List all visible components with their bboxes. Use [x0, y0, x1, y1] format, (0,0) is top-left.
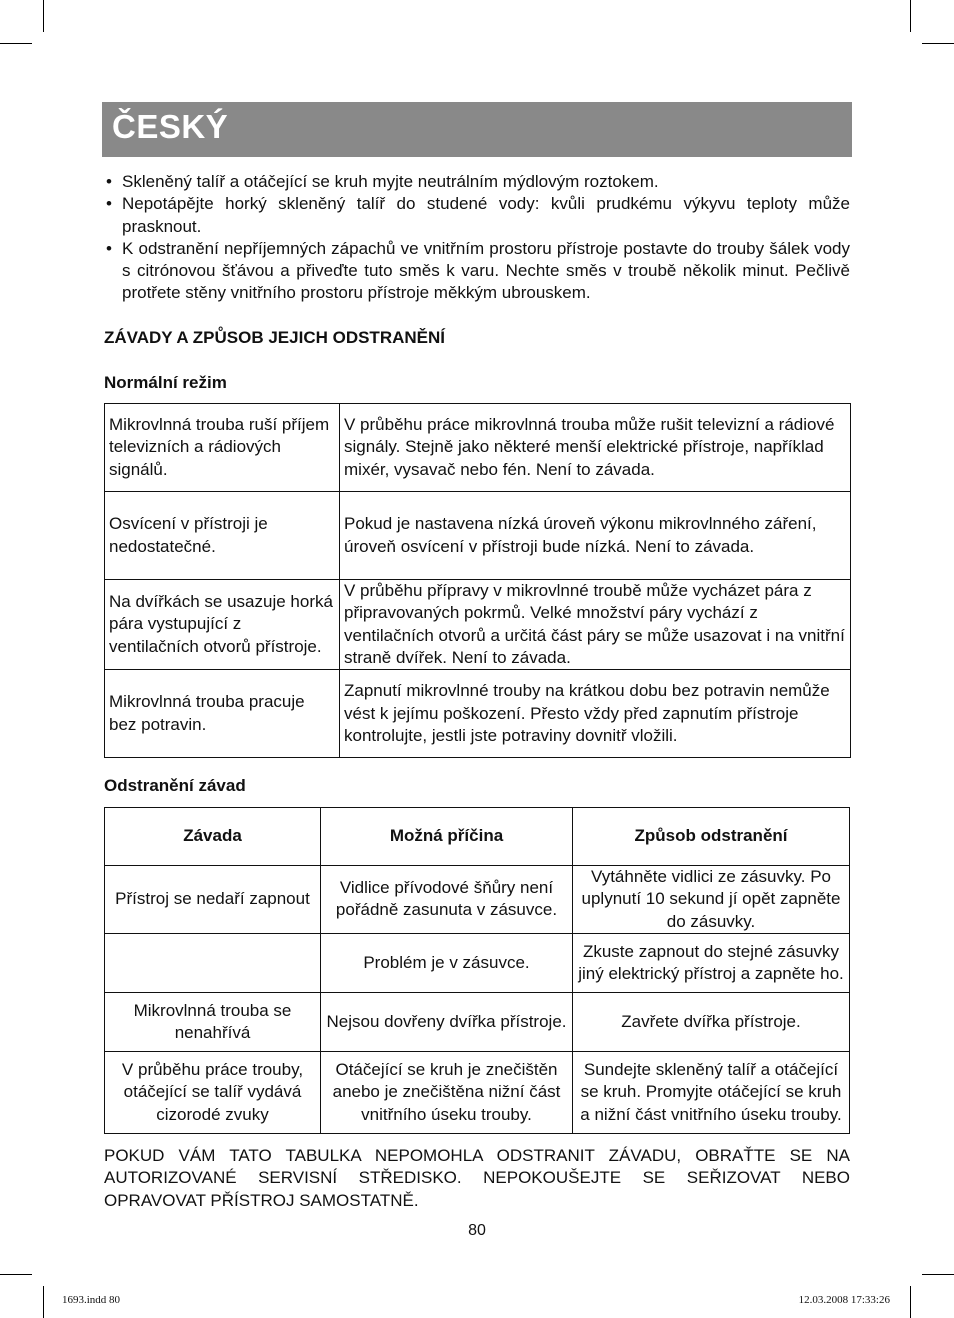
table-cell: V průběhu přípravy v mikrovlnné troubě může vycházet pára z připravovaných pokrmů. Velké množství páry vychází z ventilačních otvorů a určitá část páry se může usazovat i na vnitřní straně dvířek. Není to závada.: [340, 580, 851, 670]
remedy-cell: Zkuste zapnout do stejné zásuvky jiný elektrický přístroj a zapněte ho.: [573, 933, 850, 992]
section-title: ZÁVADY A ZPŮSOB JEJICH ODSTRANĚNÍ: [104, 328, 445, 347]
cause-cell: Nejsou dovřeny dvířka přístroje.: [321, 992, 573, 1051]
crop-mark: [0, 1274, 32, 1275]
table-cell: Mikrovlnná trouba ruší příjem televizních a rádiových signálů.: [105, 404, 340, 492]
cause-cell: Problém je v zásuvce.: [321, 933, 573, 992]
service-warning: POKUD VÁM TATO TABULKA NEPOMOHLA ODSTRANIT ZÁVADU, OBRAŤTE SE NA AUTORIZOVANÉ SERVISNÍ STŘEDISKO. NEPOKOUŠEJTE SE SEŘIZOVAT NEBO OPRAVOVAT PŘÍSTROJ SAMOSTATNĚ.: [104, 1146, 850, 1210]
fault-cell: V průběhu práce trouby, otáčející se talíř vydává cizorodé zvuky: [105, 1051, 321, 1133]
crop-mark: [910, 1286, 911, 1318]
normal-mode-table: [104, 403, 851, 758]
cause-cell: Vidlice přívodové šňůry není pořádně zasunuta v zásuvce.: [321, 866, 573, 934]
fault-cell: [105, 933, 321, 992]
column-header: Možná příčina: [321, 808, 573, 866]
crop-mark: [922, 43, 954, 44]
table-row: [105, 492, 851, 580]
bullet-icon: •: [106, 172, 112, 191]
list-item-text: Nepotápějte horký skleněný talíř do studené vody: kvůli prudkému výkyvu teploty může prasknout.: [122, 194, 850, 236]
crop-mark: [0, 43, 32, 44]
table-cell: V průběhu práce mikrovlnná trouba může rušit televizní a rádiové signály. Stejně jako některé menší elektrické přístroje, například mixér, vysavač nebo fén. Není to závada.: [340, 404, 851, 492]
table-cell: Na dvířkách se usazuje horká pára vystupující z ventilačních otvorů přístroje.: [105, 580, 340, 670]
slug-file-info: 1693.indd 80: [62, 1294, 121, 1306]
table-header-row: [105, 808, 850, 866]
crop-mark: [922, 1274, 954, 1275]
fault-cell: Přístroj se nedaří zapnout: [105, 866, 321, 934]
remedy-cell: Sundejte skleněný talíř a otáčející se kruh. Promyjte otáčející se kruh a nižní část vnitřního úseku trouby.: [573, 1051, 850, 1133]
slug-datetime: 12.03.2008 17:33:26: [798, 1294, 890, 1306]
troubleshooting-table: [104, 807, 850, 1134]
column-header: Způsob odstranění: [573, 808, 850, 866]
table-row: [105, 866, 850, 934]
table-row: [105, 580, 851, 670]
troubleshooting-title: Odstranění závad: [104, 776, 246, 795]
list-item: [104, 238, 850, 305]
table-row: [105, 992, 850, 1051]
fault-cell: Mikrovlnná trouba se nenahřívá: [105, 992, 321, 1051]
list-item: [104, 193, 850, 238]
cause-cell: Otáčející se kruh je znečištěn anebo je znečištěna nižní část vnitřního úseku trouby.: [321, 1051, 573, 1133]
table-row: [105, 1051, 850, 1133]
remedy-cell: Vytáhněte vidlici ze zásuvky. Po uplynutí 10 sekund jí opět zapněte do zásuvky.: [573, 866, 850, 934]
crop-mark: [43, 1286, 44, 1318]
table-cell: Osvícení v přístroji je nedostatečné.: [105, 492, 340, 580]
care-instructions-list: [104, 171, 850, 305]
table-cell: Pokud je nastavena nízká úroveň výkonu mikrovlnného záření, úroveň osvícení v přístroji bude nízká. Není to závada.: [340, 492, 851, 580]
language-title: ČESKÝ: [112, 108, 229, 145]
remedy-cell: Zavřete dvířka přístroje.: [573, 992, 850, 1051]
crop-mark: [910, 0, 911, 32]
list-item: [104, 171, 850, 193]
crop-mark: [43, 0, 44, 32]
list-item-text: K odstranění nepříjemných zápachů ve vnitřním prostoru přístroje postavte do trouby šálek vody s citrónovou šťávou a přiveďte tuto směs k varu. Nechte směs v troubě několik minut. Pečlivě protřete stěny vnitřního prostoru přístroje měkkým ubrouskem.: [122, 238, 850, 303]
bullet-icon: •: [106, 238, 112, 258]
page-number: 80: [468, 1222, 486, 1239]
column-header: Závada: [105, 808, 321, 866]
table-row: [105, 404, 851, 492]
normal-mode-title: Normální režim: [104, 373, 227, 392]
table-row: [105, 670, 851, 758]
table-cell: Zapnutí mikrovlnné trouby na krátkou dobu bez potravin nemůže vést k jejímu poškození. Přesto vždy před zapnutím přístroje kontrolujte, jestli jste potraviny dovnitř vložili.: [340, 670, 851, 758]
table-cell: Mikrovlnná trouba pracuje bez potravin.: [105, 670, 340, 758]
bullet-icon: •: [106, 194, 112, 214]
table-row: [105, 933, 850, 992]
list-item-text: Skleněný talíř a otáčející se kruh myjte neutrálním mýdlovým roztokem.: [122, 172, 659, 191]
language-header-bar: [102, 102, 852, 157]
